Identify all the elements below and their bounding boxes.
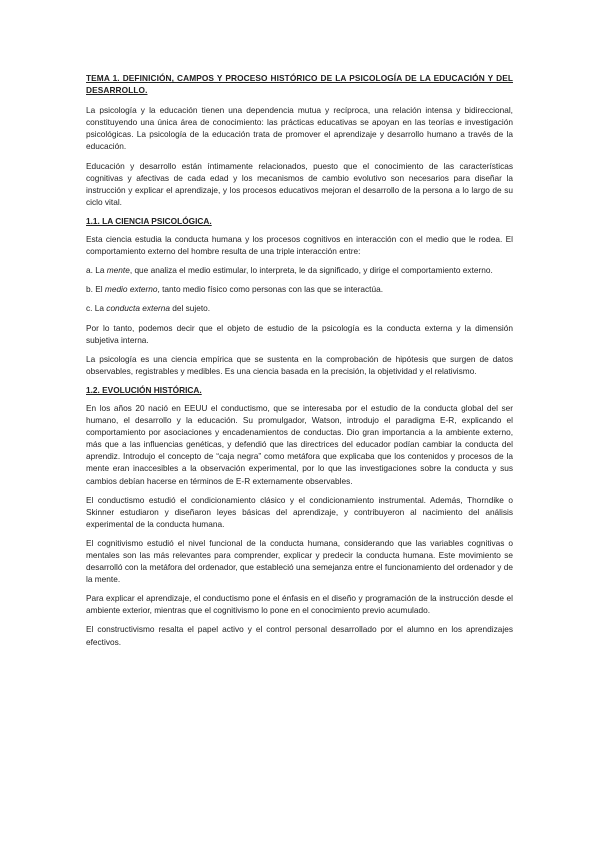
list-item-a-text: , que analiza el medio estimular, lo interpreta, le da significado, y dirige el comportamiento externo. xyxy=(129,265,493,276)
section2-paragraph-2: El conductismo estudió el condicionamiento clásico y el condicionamiento instrumental. Además, Thorndike o Skinner estudiaron y diseñaron leyes básicas del aprendizaje, y contribuyeron al nacimiento del análisis experimental de la conducta humana. xyxy=(86,494,513,529)
list-item-a xyxy=(86,264,513,276)
section-heading-evolucion-historica: 1.2. EVOLUCIÓN HISTÓRICA. xyxy=(86,384,202,395)
section-heading-ciencia-psicologica: 1.1. LA CIENCIA PSICOLÓGICA. xyxy=(86,215,212,226)
section1-paragraph-3: La psicología es una ciencia empírica que se sustenta en la comprobación de hipótesis que surgen de datos observables, registrables y medibles. Es una ciencia basada en la precisión, la objetividad y el relativismo. xyxy=(86,353,513,376)
section2-paragraph-3: El cognitivismo estudió el nivel funcional de la conducta humana, considerando que las variables cognitivas o mentales son las más relevantes para comprender, explicar y predecir la conducta humana. Este movimiento se desarrolló con la metáfora del ordenador, que estableció una semejanza entre el funcionamiento del ordenador y de la mente. xyxy=(86,537,513,585)
list-item-b-text: , tanto medio físico como personas con las que se interactúa. xyxy=(157,284,384,295)
list-item-c-prefix: c. La xyxy=(86,303,107,314)
list-item-b-prefix: b. El xyxy=(86,284,105,295)
list-item-c-term: conducta externa xyxy=(106,303,170,314)
list-item-c-text: del sujeto. xyxy=(169,303,211,314)
section2-paragraph-5: El constructivismo resalta el papel activo y el control personal desarrollado por el alumno en los aprendizajes efectivos. xyxy=(86,624,513,647)
intro-paragraph-1: La psicología y la educación tienen una dependencia mutua y recíproca, una relación intensa y bidireccional, constituyendo una única área de conocimiento: las prácticas educativas se apoyan en las teorías e investigación psicológicas. La psicología de la educación trata de promover el aprendizaje y desarrollo humano a través de la educación. xyxy=(86,105,513,152)
section2-paragraph-1: En los años 20 nació en EEUU el conductismo, que se interesaba por el estudio de la conducta global del ser humano, el desarrollo y la educación. Su promulgador, Watson, introdujo el paradigma E-R, explicando el comportamiento por asociaciones y encadenamientos de conductas. Dio gran importancia a la ambiente externo, más que a las influencias genéticas, y defendió que las directrices del educador podían cambiar la conducta del aprendiz. Introdujo el concepto de “caja negra” como metáfora que explicaba que los contenidos y procesos de la mente eran inaccesibles a la observación experimental, por lo que las investigaciones sobre la conducta y sus cambios debían hacerse en términos de E-R externamente observables. xyxy=(86,402,513,486)
section1-paragraph-1: Esta ciencia estudia la conducta humana y los procesos cognitivos en interacción con el medio que le rodea. El comportamiento externo del hombre resulta de una triple interacción entre: xyxy=(86,234,513,257)
list-item-b-term: medio externo xyxy=(104,284,158,295)
section1-paragraph-2: Por lo tanto, podemos decir que el objeto de estudio de la psicología es la conducta externa y la dimensión subjetiva interna. xyxy=(86,322,513,345)
document-title: TEMA 1. DEFINICIÓN, CAMPOS Y PROCESO HISTÓRICO DE LA PSICOLOGÍA DE LA EDUCACIÓN Y DEL DESARROLLO. xyxy=(86,73,513,96)
section2-paragraph-4: Para explicar el aprendizaje, el conductismo pone el énfasis en el diseño y programación de la instrucción desde el ambiente exterior, mientras que el cognitivismo lo pone en el conocimiento previo acumulado. xyxy=(86,593,513,616)
list-item-c xyxy=(86,302,513,314)
intro-paragraph-2: Educación y desarrollo están íntimamente relacionados, puesto que el conocimiento de las características cognitivas y afectivas de cada edad y los mecanismos de cambio evolutivo son necesarios para diseñar la instrucción y explicar el aprendizaje, y los procesos educativos mejoran el desarrollo de la persona a lo largo de su ciclo vital. xyxy=(86,160,513,207)
list-item-a-prefix: a. La xyxy=(86,265,107,276)
list-item-a-term: mente xyxy=(106,265,130,276)
list-item-b xyxy=(86,283,513,295)
